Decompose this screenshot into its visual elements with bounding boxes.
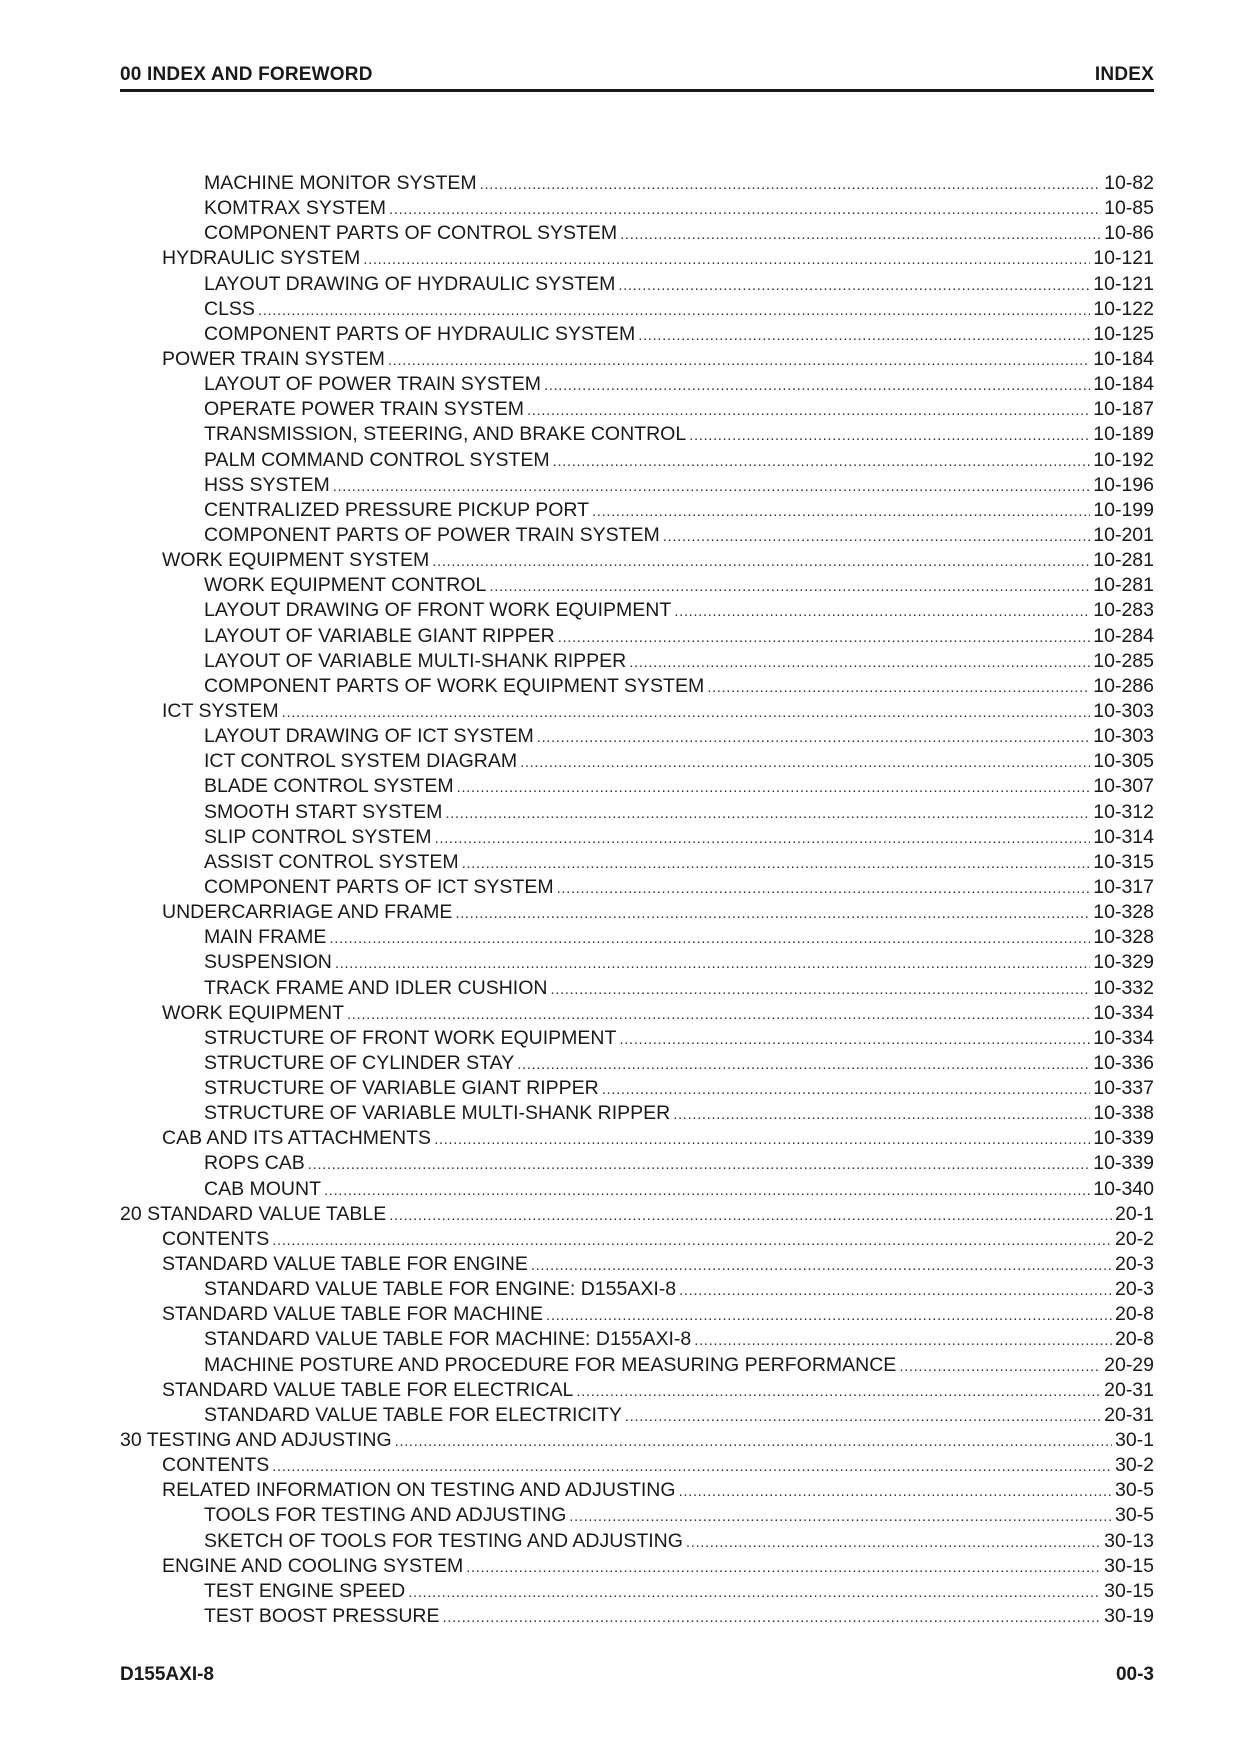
toc-entry-title: ENGINE AND COOLING SYSTEM <box>162 1554 464 1577</box>
toc-entry-title: CLSS <box>204 297 255 320</box>
toc-entry-title: MACHINE POSTURE AND PROCEDURE FOR MEASURING PERFORMANCE <box>204 1353 897 1376</box>
toc-entry[interactable] <box>120 1001 1154 1026</box>
toc-entry[interactable] <box>120 397 1154 422</box>
toc-entry-page: 20-31 <box>1104 1378 1154 1401</box>
toc-entry-page: 10-305 <box>1093 750 1154 773</box>
toc-entry[interactable] <box>120 1202 1154 1227</box>
toc-dot-leader <box>544 373 1090 397</box>
header-page-label: INDEX <box>1094 64 1154 85</box>
toc-entry[interactable] <box>120 422 1154 447</box>
toc-entry[interactable] <box>120 1428 1154 1453</box>
toc-entry-title: SKETCH OF TOOLS FOR TESTING AND ADJUSTING <box>204 1529 683 1552</box>
toc-entry-title: STANDARD VALUE TABLE FOR MACHINE <box>162 1303 544 1326</box>
toc-entry-page: 20-2 <box>1114 1227 1154 1250</box>
toc-dot-leader <box>550 977 1090 1001</box>
toc-dot-leader <box>625 1404 1101 1428</box>
toc-dot-leader <box>558 625 1091 649</box>
toc-entry[interactable] <box>120 1353 1154 1378</box>
toc-entry-page: 10-121 <box>1093 272 1154 295</box>
toc-entry[interactable] <box>120 246 1154 271</box>
toc-entry-title: STANDARD VALUE TABLE FOR ELECTRICITY <box>204 1403 622 1426</box>
toc-entry-title: LAYOUT OF VARIABLE GIANT RIPPER <box>204 624 555 647</box>
toc-entry-page: 30-5 <box>1114 1504 1154 1527</box>
toc-entry-title: STRUCTURE OF VARIABLE GIANT RIPPER <box>204 1077 599 1100</box>
toc-dot-leader <box>620 222 1101 246</box>
toc-entry[interactable] <box>120 1076 1154 1101</box>
toc-dot-leader <box>527 398 1090 422</box>
toc-dot-leader <box>480 172 1101 196</box>
toc-entry-title: PALM COMMAND CONTROL SYSTEM <box>204 448 550 471</box>
toc-dot-leader <box>557 876 1091 900</box>
toc-entry-title: POWER TRAIN SYSTEM <box>162 347 385 370</box>
toc-dot-leader <box>638 323 1090 347</box>
toc-dot-leader <box>553 449 1091 473</box>
toc-entry-title: HYDRAULIC SYSTEM <box>162 247 361 270</box>
toc-dot-leader <box>629 650 1090 674</box>
toc-dot-leader <box>689 423 1090 447</box>
toc-entry-page: 10-82 <box>1104 172 1154 194</box>
toc-dot-leader <box>576 1379 1101 1403</box>
toc-dot-leader <box>618 273 1090 297</box>
toc-entry-page: 10-315 <box>1093 850 1154 873</box>
toc-entry[interactable] <box>120 1151 1154 1176</box>
toc-entry[interactable] <box>120 850 1154 875</box>
toc-entry-title: STRUCTURE OF CYLINDER STAY <box>204 1051 515 1074</box>
toc-entry-title: COMPONENT PARTS OF CONTROL SYSTEM <box>204 222 618 245</box>
toc-entry[interactable] <box>120 800 1154 825</box>
toc-dot-leader <box>679 1278 1112 1302</box>
toc-dot-leader <box>434 1127 1090 1151</box>
toc-entry-page: 10-184 <box>1093 347 1154 370</box>
toc-entry-title: COMPONENT PARTS OF HYDRAULIC SYSTEM <box>204 322 636 345</box>
toc-entry-title: ASSIST CONTROL SYSTEM <box>204 850 459 873</box>
toc-entry[interactable] <box>120 347 1154 372</box>
toc-dot-leader <box>462 851 1091 875</box>
toc-entry-title: 20 STANDARD VALUE TABLE <box>120 1202 387 1225</box>
toc-entry-page: 20-8 <box>1114 1328 1154 1351</box>
toc-dot-leader <box>432 549 1090 573</box>
toc-entry-page: 10-338 <box>1093 1102 1154 1125</box>
toc-dot-leader <box>389 197 1101 221</box>
toc-entry-page: 10-303 <box>1093 699 1154 722</box>
toc-entry-page: 10-125 <box>1093 322 1154 345</box>
toc-entry[interactable] <box>120 1126 1154 1151</box>
toc-entry[interactable] <box>120 1378 1154 1403</box>
toc-entry-page: 10-201 <box>1093 523 1154 546</box>
toc-entry-page: 30-15 <box>1104 1579 1154 1602</box>
toc-entry-title: STANDARD VALUE TABLE FOR ENGINE <box>162 1253 528 1276</box>
toc-entry[interactable] <box>120 1503 1154 1528</box>
toc-entry-page: 10-189 <box>1093 423 1154 446</box>
toc-dot-leader <box>537 725 1091 749</box>
toc-entry-page: 30-5 <box>1114 1479 1154 1502</box>
toc-entry[interactable] <box>120 1277 1154 1302</box>
toc-entry[interactable] <box>120 1026 1154 1051</box>
toc-entry-title: LAYOUT OF VARIABLE MULTI-SHANK RIPPER <box>204 649 627 672</box>
toc-entry[interactable] <box>120 825 1154 850</box>
toc-entry-title: SLIP CONTROL SYSTEM <box>204 825 432 848</box>
footer-model-number: D155AXI-8 <box>120 1664 214 1685</box>
toc-entry[interactable] <box>120 649 1154 674</box>
toc-entry-page: 10-187 <box>1093 398 1154 421</box>
toc-entry-page: 10-196 <box>1093 473 1154 496</box>
toc-dot-leader <box>329 926 1090 950</box>
toc-entry-page: 10-337 <box>1093 1077 1154 1100</box>
toc-entry[interactable] <box>120 1453 1154 1478</box>
toc-entry-title: STANDARD VALUE TABLE FOR MACHINE: D155AXI-8 <box>204 1328 692 1351</box>
toc-dot-leader <box>517 1052 1090 1076</box>
toc-dot-leader <box>531 1253 1112 1277</box>
toc-entry-page: 10-334 <box>1093 1026 1154 1049</box>
toc-entry-title: OPERATE POWER TRAIN SYSTEM <box>204 398 524 421</box>
toc-entry-page: 20-8 <box>1114 1303 1154 1326</box>
toc-dot-leader <box>899 1354 1101 1378</box>
toc-dot-leader <box>489 574 1090 598</box>
toc-dot-leader <box>546 1303 1112 1327</box>
toc-entry-page: 30-2 <box>1114 1454 1154 1477</box>
toc-entry-page: 10-284 <box>1093 624 1154 647</box>
toc-entry-title: ICT CONTROL SYSTEM DIAGRAM <box>204 750 518 773</box>
toc-dot-leader <box>363 247 1090 271</box>
toc-dot-leader <box>663 524 1091 548</box>
toc-dot-leader <box>686 1530 1101 1554</box>
header-section-title: 00 INDEX AND FOREWORD <box>120 64 373 85</box>
toc-entry-page: 30-19 <box>1104 1605 1154 1628</box>
toc-entry-title: TRACK FRAME AND IDLER CUSHION <box>204 976 548 999</box>
toc-dot-leader <box>435 826 1091 850</box>
toc-entry-title: STRUCTURE OF VARIABLE MULTI-SHANK RIPPER <box>204 1102 671 1125</box>
toc-entry[interactable] <box>120 1327 1154 1352</box>
toc-dot-leader <box>258 298 1090 322</box>
toc-entry[interactable] <box>120 950 1154 975</box>
toc-entry-page: 20-1 <box>1114 1202 1154 1225</box>
toc-entry-page: 10-332 <box>1093 976 1154 999</box>
toc-dot-leader <box>347 1002 1090 1026</box>
toc-entry-title: SMOOTH START SYSTEM <box>204 800 443 823</box>
toc-entry[interactable] <box>120 624 1154 649</box>
toc-dot-leader <box>272 1454 1112 1478</box>
toc-dot-leader <box>388 348 1090 372</box>
toc-dot-leader <box>569 1504 1112 1528</box>
toc-entry-title: TEST BOOST PRESSURE <box>204 1605 440 1628</box>
toc-entry-page: 10-339 <box>1093 1152 1154 1175</box>
toc-entry-page: 30-13 <box>1104 1529 1154 1552</box>
toc-entry[interactable] <box>120 448 1154 473</box>
toc-entry[interactable] <box>120 875 1154 900</box>
toc-entry[interactable] <box>120 1101 1154 1126</box>
toc-entry-page: 10-334 <box>1093 1001 1154 1024</box>
toc-entry-page: 30-15 <box>1104 1554 1154 1577</box>
header-divider <box>120 89 1154 92</box>
toc-entry-title: ICT SYSTEM <box>162 699 279 722</box>
toc-entry[interactable] <box>120 724 1154 749</box>
toc-entry-page: 10-199 <box>1093 498 1154 521</box>
toc-entry[interactable] <box>120 372 1154 397</box>
toc-entry-title: COMPONENT PARTS OF POWER TRAIN SYSTEM <box>204 523 660 546</box>
toc-entry[interactable] <box>120 297 1154 322</box>
toc-entry-title: TOOLS FOR TESTING AND ADJUSTING <box>204 1504 567 1527</box>
toc-entry[interactable] <box>120 749 1154 774</box>
toc-entry[interactable] <box>120 1529 1154 1554</box>
toc-dot-leader <box>324 1178 1090 1202</box>
toc-dot-leader <box>308 1152 1091 1176</box>
toc-entry-page: 20-3 <box>1114 1278 1154 1301</box>
toc-entry[interactable] <box>120 573 1154 598</box>
toc-entry[interactable] <box>120 1302 1154 1327</box>
toc-entry-page: 10-122 <box>1093 297 1154 320</box>
toc-entry-title: 30 TESTING AND ADJUSTING <box>120 1429 392 1452</box>
toc-entry-title: CAB AND ITS ATTACHMENTS <box>162 1127 432 1150</box>
toc-entry[interactable] <box>120 674 1154 699</box>
toc-entry-title: ROPS CAB <box>204 1152 305 1175</box>
toc-entry[interactable] <box>120 1579 1154 1604</box>
toc-entry-page: 10-121 <box>1093 247 1154 270</box>
toc-dot-leader <box>602 1077 1091 1101</box>
toc-dot-leader <box>445 801 1090 825</box>
toc-entry-page: 10-339 <box>1093 1127 1154 1150</box>
toc-entry-page: 10-328 <box>1093 901 1154 924</box>
toc-entry-page: 10-184 <box>1093 373 1154 396</box>
toc-entry-title: CONTENTS <box>162 1227 270 1250</box>
toc-entry[interactable] <box>120 1403 1154 1428</box>
toc-entry-page: 10-336 <box>1093 1051 1154 1074</box>
toc-dot-leader <box>694 1328 1112 1352</box>
toc-dot-leader <box>520 750 1090 774</box>
toc-entry-title: SUSPENSION <box>204 951 332 974</box>
toc-entry-page: 10-286 <box>1093 674 1154 697</box>
toc-entry-title: WORK EQUIPMENT SYSTEM <box>162 549 430 572</box>
toc-dot-leader <box>389 1203 1112 1227</box>
toc-entry-title: CAB MOUNT <box>204 1177 321 1200</box>
toc-entry-title: CENTRALIZED PRESSURE PICKUP PORT <box>204 498 590 521</box>
footer-page-number: 00-3 <box>1115 1664 1154 1685</box>
toc-entry-page: 10-281 <box>1093 549 1154 572</box>
toc-dot-leader <box>282 700 1091 724</box>
toc-entry-title: STANDARD VALUE TABLE FOR ELECTRICAL <box>162 1378 574 1401</box>
table-of-contents <box>120 171 1154 1629</box>
toc-entry-page: 10-307 <box>1093 775 1154 798</box>
toc-entry-page: 20-29 <box>1104 1353 1154 1376</box>
toc-dot-leader <box>592 499 1090 523</box>
toc-dot-leader <box>674 599 1090 623</box>
toc-entry[interactable] <box>120 1252 1154 1277</box>
toc-entry-page: 10-192 <box>1093 448 1154 471</box>
toc-entry-page: 10-86 <box>1104 222 1154 245</box>
toc-dot-leader <box>395 1429 1112 1453</box>
toc-entry-page: 10-285 <box>1093 649 1154 672</box>
toc-entry[interactable] <box>120 1478 1154 1503</box>
toc-entry[interactable] <box>120 598 1154 623</box>
toc-entry[interactable] <box>120 523 1154 548</box>
toc-entry[interactable] <box>120 1554 1154 1579</box>
toc-dot-leader <box>272 1228 1112 1252</box>
toc-entry-title: CONTENTS <box>162 1454 270 1477</box>
toc-entry-page: 10-340 <box>1093 1177 1154 1200</box>
toc-entry-title: RELATED INFORMATION ON TESTING AND ADJUSTING <box>162 1479 676 1502</box>
toc-dot-leader <box>707 675 1090 699</box>
toc-entry-title: WORK EQUIPMENT CONTROL <box>204 574 487 597</box>
toc-entry-page: 10-281 <box>1093 574 1154 597</box>
toc-dot-leader <box>673 1102 1090 1126</box>
toc-entry-page: 10-317 <box>1093 875 1154 898</box>
toc-entry[interactable] <box>120 1051 1154 1076</box>
toc-dot-leader <box>457 775 1091 799</box>
toc-entry[interactable] <box>120 1227 1154 1252</box>
toc-entry[interactable] <box>120 473 1154 498</box>
toc-entry[interactable] <box>120 925 1154 950</box>
toc-entry-title: TRANSMISSION, STEERING, AND BRAKE CONTROL <box>204 423 687 446</box>
toc-entry-title: UNDERCARRIAGE AND FRAME <box>162 901 453 924</box>
toc-entry-page: 10-283 <box>1093 599 1154 622</box>
toc-dot-leader <box>333 474 1091 498</box>
toc-dot-leader <box>619 1027 1090 1051</box>
toc-dot-leader <box>455 901 1090 925</box>
toc-entry-page: 30-1 <box>1114 1429 1154 1452</box>
toc-entry[interactable] <box>120 498 1154 523</box>
toc-dot-leader <box>443 1605 1102 1629</box>
toc-entry-page: 20-31 <box>1104 1403 1154 1426</box>
toc-entry[interactable] <box>120 1604 1154 1629</box>
toc-entry-title: MAIN FRAME <box>204 926 327 949</box>
toc-entry-title: LAYOUT DRAWING OF ICT SYSTEM <box>204 725 534 748</box>
toc-entry-title: KOMTRAX SYSTEM <box>204 197 387 220</box>
toc-entry-page: 10-312 <box>1093 800 1154 823</box>
toc-entry[interactable] <box>120 548 1154 573</box>
page-footer <box>120 1664 1154 1686</box>
toc-entry[interactable] <box>120 976 1154 1001</box>
toc-entry[interactable] <box>120 171 1154 196</box>
toc-entry-title: TEST ENGINE SPEED <box>204 1579 406 1602</box>
toc-entry-title: STRUCTURE OF FRONT WORK EQUIPMENT <box>204 1026 617 1049</box>
toc-entry-title: LAYOUT OF POWER TRAIN SYSTEM <box>204 373 541 396</box>
toc-entry-title: BLADE CONTROL SYSTEM <box>204 775 454 798</box>
toc-dot-leader <box>679 1479 1112 1503</box>
toc-entry-page: 10-303 <box>1093 725 1154 748</box>
toc-entry-title: COMPONENT PARTS OF WORK EQUIPMENT SYSTEM <box>204 674 705 697</box>
toc-dot-leader <box>408 1580 1101 1604</box>
toc-dot-leader <box>335 951 1090 975</box>
toc-entry-page: 10-328 <box>1093 926 1154 949</box>
toc-entry[interactable] <box>120 221 1154 246</box>
toc-entry-page: 10-85 <box>1104 197 1154 220</box>
toc-entry[interactable] <box>120 1177 1154 1202</box>
toc-entry-title: LAYOUT DRAWING OF FRONT WORK EQUIPMENT <box>204 599 672 622</box>
toc-entry-page: 10-314 <box>1093 825 1154 848</box>
toc-entry[interactable] <box>120 196 1154 221</box>
toc-entry-title: HSS SYSTEM <box>204 473 330 496</box>
toc-entry-title: STANDARD VALUE TABLE FOR ENGINE: D155AXI-8 <box>204 1278 677 1301</box>
toc-entry[interactable] <box>120 699 1154 724</box>
toc-entry-title: LAYOUT DRAWING OF HYDRAULIC SYSTEM <box>204 272 616 295</box>
toc-entry-title: MACHINE MONITOR SYSTEM <box>204 172 477 194</box>
page-header <box>120 58 1154 86</box>
toc-entry[interactable] <box>120 900 1154 925</box>
toc-entry-title: WORK EQUIPMENT <box>162 1001 345 1024</box>
toc-entry[interactable] <box>120 322 1154 347</box>
toc-entry[interactable] <box>120 272 1154 297</box>
toc-entry-title: COMPONENT PARTS OF ICT SYSTEM <box>204 875 554 898</box>
toc-entry-page: 20-3 <box>1114 1253 1154 1276</box>
toc-dot-leader <box>466 1555 1101 1579</box>
toc-entry[interactable] <box>120 774 1154 799</box>
toc-entry-page: 10-329 <box>1093 951 1154 974</box>
